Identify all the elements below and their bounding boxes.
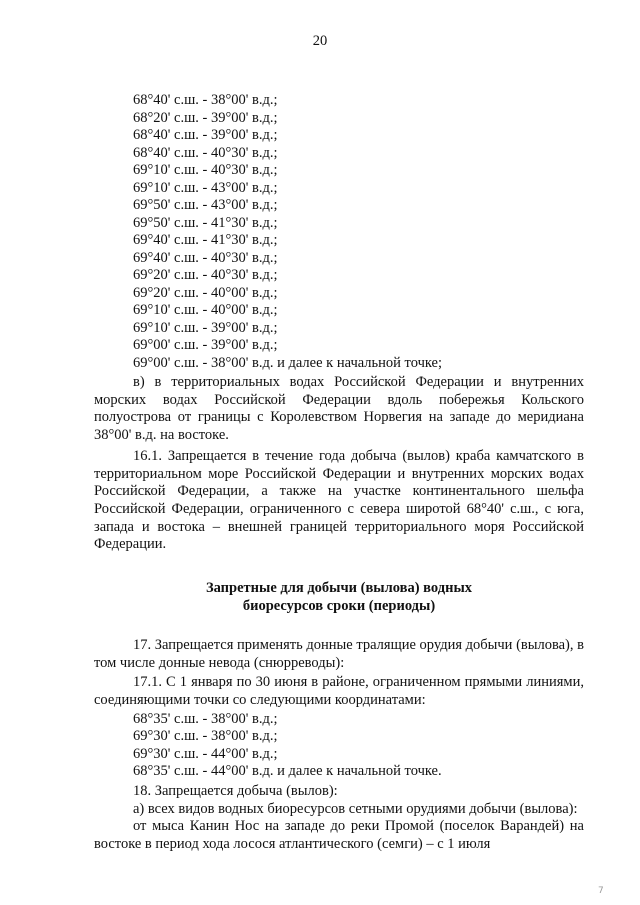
section-heading (94, 579, 584, 615)
coordinate-line: 69°00' с.ш. - 38°00' в.д. и далее к начальной точке; (133, 354, 443, 371)
paragraph-kanin-nos: от мыса Канин Нос на западе до реки Промой (поселок Варандей) на востоке в период хода лосося атлантического (семги) – с 1 июля (94, 818, 584, 852)
coordinates-list-2 (94, 711, 584, 781)
paragraph-17-1: 17.1. С 1 января по 30 июня в районе, ограниченном прямыми линиями, соединяющими точки со следующими координатами: (94, 674, 584, 709)
coordinate-line: 68°40' с.ш. - 39°00' в.д.; (133, 127, 278, 143)
coordinate-line: 69°10' с.ш. - 40°00' в.д.; (133, 302, 278, 318)
coordinate-line: 69°30' с.ш. - 44°00' в.д.; (133, 745, 278, 762)
coordinate-line: 69°10' с.ш. - 39°00' в.д.; (133, 319, 278, 336)
coordinate-line: 69°50' с.ш. - 43°00' в.д.; (133, 197, 278, 213)
coordinate-line: 68°35' с.ш. - 38°00' в.д.; (133, 710, 278, 727)
section-heading-line: биоресурсов сроки (периоды) (242, 598, 436, 615)
coordinate-line: 68°40' с.ш. - 38°00' в.д.; (133, 92, 278, 108)
coordinate-line: 69°10' с.ш. - 40°30' в.д.; (133, 162, 278, 178)
coordinate-line: 69°00' с.ш. - 39°00' в.д.; (133, 337, 278, 353)
paragraph-16-1: 16.1. Запрещается в течение года добыча (вылов) краба камчатского в территориальном море Российской Федерации и внутренних морских водах Российской Федерации, а также на участке континентального шельфа Российской Федерации, ограниченного с севера широтой 68°40' с.ш., с юга, запада и востока – внешней границей территориального моря Российской Федерации. (94, 447, 584, 553)
coordinate-line: 69°40' с.ш. - 40°30' в.д.; (133, 249, 278, 266)
paragraph-18: 18. Запрещается добыча (вылов): (133, 782, 338, 799)
paragraph-v: в) в территориальных водах Российской Федерации и внутренних морских водах Российской Федерации вдоль побережья Кольского полуострова от границы с Королевством Норвегия на западе до меридиана 38°00' в.д. на востоке. (94, 374, 584, 444)
coordinate-line: 69°50' с.ш. - 41°30' в.д.; (133, 214, 278, 231)
paragraph-17: 17. Запрещается применять донные тралящие орудия добычи (вылова), в том числе донные невода (снюрреводы): (94, 637, 584, 671)
paragraph-18-a: а) всех видов водных биоресурсов сетными орудиями добычи (вылова): (133, 800, 578, 817)
page-number: 20 (312, 33, 328, 49)
document-body (94, 92, 584, 854)
coordinate-line: 68°20' с.ш. - 39°00' в.д.; (133, 109, 278, 126)
section-heading-line: Запретные для добычи (вылова) водных (205, 580, 473, 597)
coordinates-list-1 (94, 92, 584, 372)
coordinate-line: 69°10' с.ш. - 43°00' в.д.; (133, 179, 278, 196)
coordinate-line: 69°30' с.ш. - 38°00' в.д.; (133, 728, 278, 745)
scan-mark: 7 (598, 886, 604, 896)
coordinate-line: 69°20' с.ш. - 40°00' в.д.; (133, 284, 278, 301)
coordinate-line: 69°40' с.ш. - 41°30' в.д.; (133, 232, 278, 248)
coordinate-line: 68°40' с.ш. - 40°30' в.д.; (133, 144, 278, 161)
coordinate-line: 68°35' с.ш. - 44°00' в.д. и далее к начальной точке. (133, 763, 442, 780)
coordinate-line: 69°20' с.ш. - 40°30' в.д.; (133, 267, 278, 283)
